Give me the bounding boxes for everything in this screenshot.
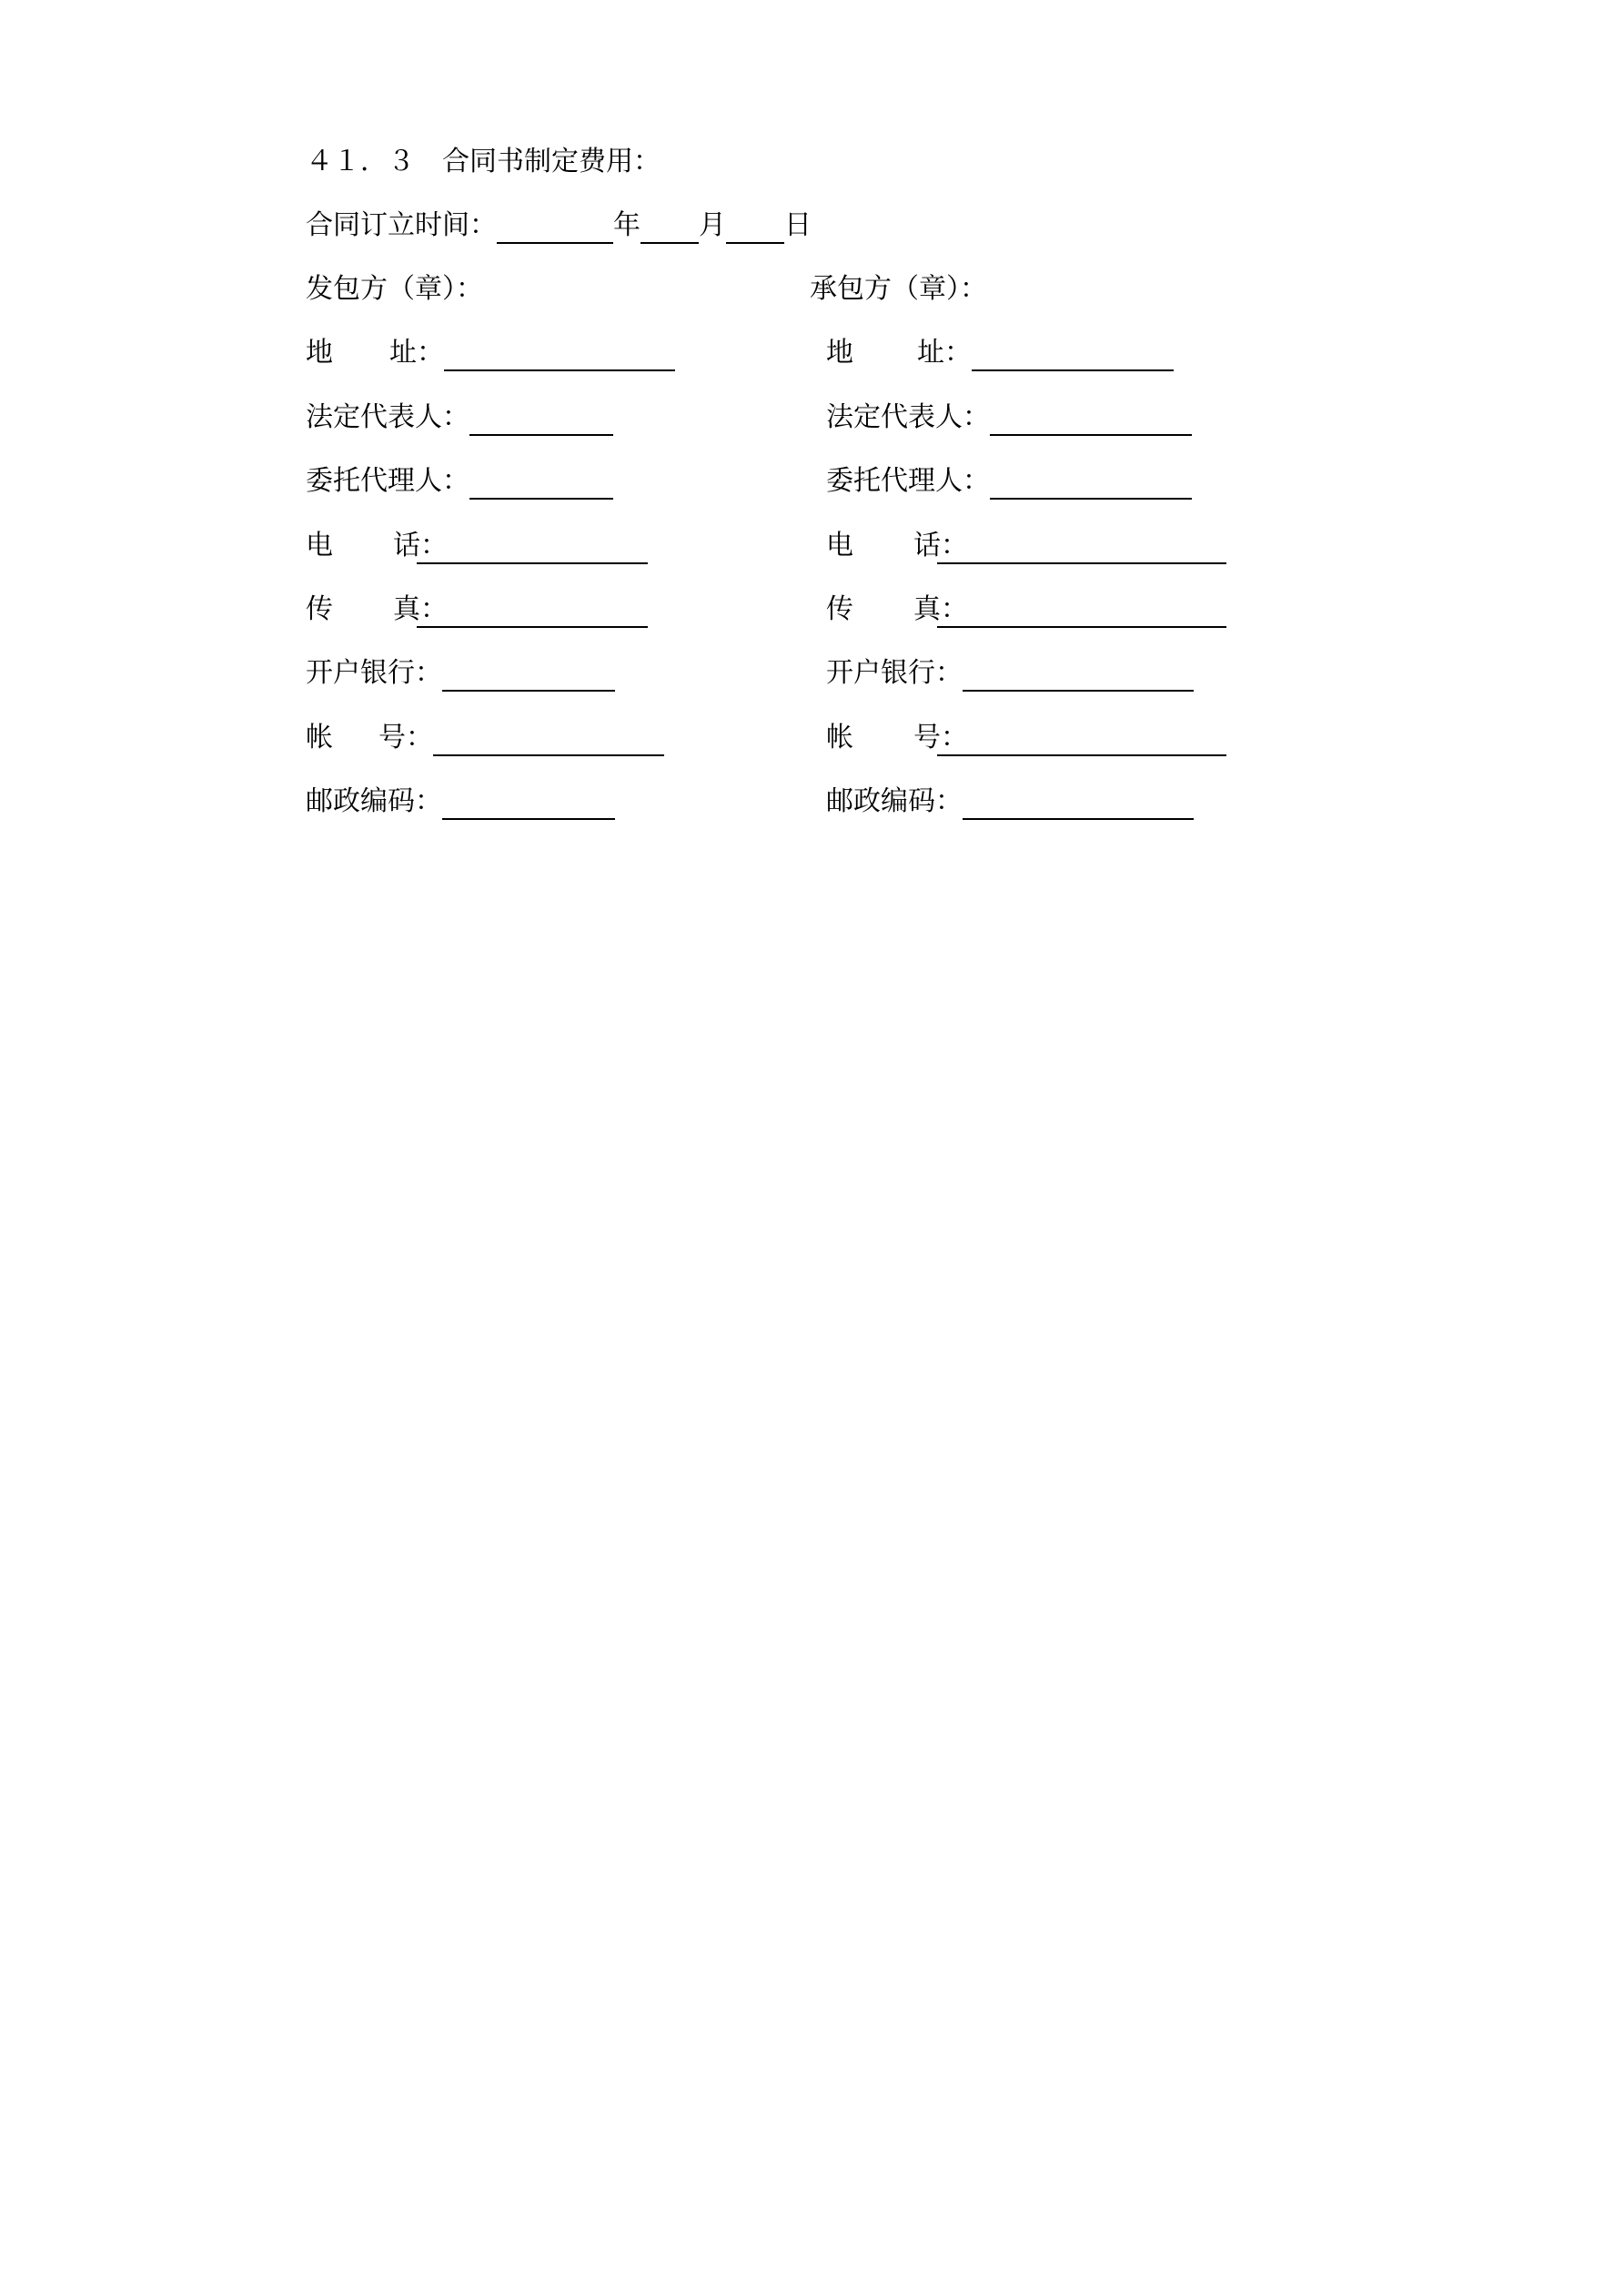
- employer-header: 发包方（章）：: [306, 273, 483, 305]
- contractor-address-blank[interactable]: [972, 346, 1174, 371]
- contractor-header: 承包方（章）：: [810, 273, 987, 305]
- signing-date-label: 合同订立时间：: [306, 209, 497, 241]
- year-suffix: 年: [613, 209, 641, 241]
- contractor-account-field: [826, 720, 1226, 756]
- employer-phone-blank[interactable]: [417, 539, 648, 564]
- contractor-fax-label-a: 传: [826, 593, 853, 625]
- contractor-phone-label-b: 话：: [913, 530, 968, 561]
- employer-account-label-b: 号：: [378, 722, 433, 754]
- contractor-agent-field: [826, 463, 1192, 500]
- contractor-postcode-field: [826, 784, 1194, 820]
- month-blank[interactable]: [641, 218, 699, 244]
- employer-fax-blank[interactable]: [417, 602, 648, 628]
- contractor-bank-blank[interactable]: [963, 666, 1194, 692]
- employer-phone-label-a: 电: [306, 530, 333, 561]
- contractor-agent-blank[interactable]: [990, 474, 1192, 500]
- employer-agent-blank[interactable]: [469, 474, 613, 500]
- employer-legal-rep-blank[interactable]: [469, 410, 613, 436]
- contractor-fax-label-b: 真：: [913, 593, 968, 625]
- contractor-agent-label: 委托代理人：: [826, 465, 990, 497]
- contractor-bank-label: 开户银行：: [826, 657, 963, 689]
- contractor-bank-field: [826, 655, 1194, 692]
- month-suffix: 月: [699, 209, 726, 241]
- contractor-fax-field: [826, 592, 1226, 628]
- employer-fax-label-b: 真：: [393, 593, 448, 625]
- employer-bank-field: [306, 655, 615, 692]
- contractor-phone-blank[interactable]: [937, 539, 1226, 564]
- employer-fax-label-a: 传: [306, 593, 333, 625]
- employer-account-blank[interactable]: [433, 731, 664, 756]
- employer-address-blank[interactable]: [444, 346, 675, 371]
- contractor-legal-rep-field: [826, 400, 1192, 436]
- signing-date-line: [306, 207, 812, 244]
- employer-phone-label-b: 话：: [393, 530, 448, 561]
- employer-bank-blank[interactable]: [442, 666, 615, 692]
- contractor-postcode-label: 邮政编码：: [826, 785, 963, 817]
- employer-account-field: [306, 720, 664, 756]
- section-heading: ４１．３ 合同书制定费用：: [306, 146, 661, 177]
- contractor-account-blank[interactable]: [937, 731, 1226, 756]
- year-blank[interactable]: [497, 218, 613, 244]
- employer-address-field: [306, 335, 675, 371]
- contractor-phone-label-a: 电: [826, 530, 853, 561]
- employer-phone-field: [306, 528, 648, 564]
- employer-fax-field: [306, 592, 648, 628]
- day-blank[interactable]: [726, 218, 784, 244]
- contractor-postcode-blank[interactable]: [963, 794, 1194, 820]
- contractor-address-label-b: 址：: [917, 337, 972, 369]
- contractor-account-label-b: 号：: [913, 722, 968, 754]
- day-suffix: 日: [784, 209, 812, 241]
- employer-agent-label: 委托代理人：: [306, 465, 469, 497]
- contractor-phone-field: [826, 528, 1226, 564]
- employer-postcode-field: [306, 784, 615, 820]
- employer-agent-field: [306, 463, 613, 500]
- employer-postcode-label: 邮政编码：: [306, 785, 442, 817]
- employer-account-label-a: 帐: [306, 722, 333, 754]
- employer-postcode-blank[interactable]: [442, 794, 615, 820]
- contractor-account-label-a: 帐: [826, 722, 853, 754]
- employer-legal-rep-field: [306, 400, 613, 436]
- contractor-legal-rep-label: 法定代表人：: [826, 401, 990, 433]
- contractor-address-field: [826, 335, 1174, 371]
- employer-bank-label: 开户银行：: [306, 657, 442, 689]
- contractor-fax-blank[interactable]: [937, 602, 1226, 628]
- employer-legal-rep-label: 法定代表人：: [306, 401, 469, 433]
- contractor-legal-rep-blank[interactable]: [990, 410, 1192, 436]
- employer-address-label-a: 地: [306, 337, 333, 369]
- contractor-address-label-a: 地: [826, 337, 853, 369]
- employer-address-label-b: 址：: [389, 337, 444, 369]
